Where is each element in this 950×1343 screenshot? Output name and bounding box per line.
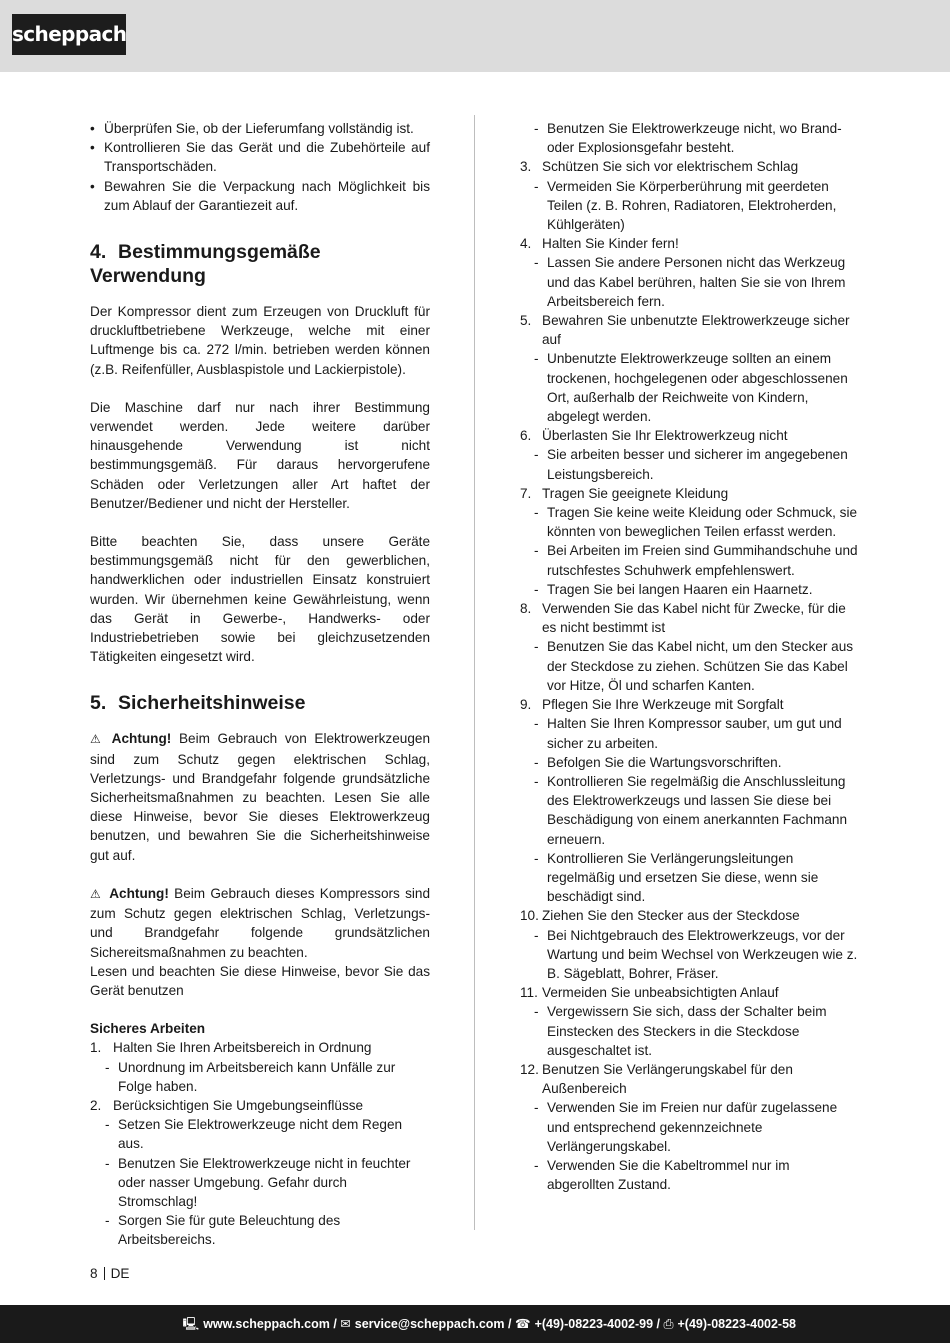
list-subitem: - Vermeiden Sie Körperberührung mit geerdeten Teilen (z. B. Rohren, Radiatoren, Elektroherden, Kühlgeräten) (520, 177, 860, 235)
list-item: 8. Verwenden Sie das Kabel nicht für Zwecke, für die es nicht bestimmt ist (520, 601, 846, 636)
header-band (0, 0, 950, 72)
footer-bar (0, 1305, 950, 1343)
warning-paragraph: ⚠ Achtung! Beim Gebrauch dieses Kompressors sind zum Schutz gegen elektrischen Schlag, Verletzungs- und Brandgefahr folgende grundsätzlichen Sichereitsmaßnahmen zu beachten. (90, 885, 431, 960)
list-subitem: - Kontrollieren Sie Verlängerungsleitungen regelmäßig und ersetzen Sie diese, wenn sie beschädigt sind. (520, 849, 860, 907)
list-item: 4. Halten Sie Kinder fern! (520, 236, 679, 252)
left-column (90, 119, 430, 1250)
paragraph: Die Maschine darf nur nach ihrer Bestimmung verwendet werden. Jede weitere darüber hinausgehende Verwendung ist nicht bestimmungsgemäß. Für daraus hervorgerufene Schäden oder Verletzungen aller Art haftet der Benutzer/Bediener und nicht der Hersteller. (90, 399, 430, 511)
list-item: • Kontrollieren Sie das Gerät und die Zubehörteile auf Transportschäden. (90, 138, 430, 176)
list-item: 12. Benutzen Sie Verlängerungskabel für den Außenbereich (520, 1061, 793, 1097)
page-number: 8 DE (90, 1266, 130, 1281)
list-item: 10. Ziehen Sie den Stecker aus der Steckdose (520, 908, 800, 924)
list-subitem: - Vergewissern Sie sich, dass der Schalter beim Einstecken des Steckers in die Steckdose ausgeschaltet ist. (520, 1002, 860, 1060)
list-subitem: - Tragen Sie bei langen Haaren ein Haarnetz. (520, 580, 860, 599)
list-subitem: - Lassen Sie andere Personen nicht das Werkzeug und das Kabel berühren, halten Sie sie von Ihrem Arbeitsbereich fern. (520, 253, 860, 311)
column-divider (474, 115, 475, 1230)
list-subitem: - Tragen Sie keine weite Kleidung oder Schmuck, sie könnten von beweglichen Teilen erfasst werden. (520, 503, 860, 541)
list-item: 6. Überlasten Sie Ihr Elektrowerkzeug nicht (520, 428, 788, 444)
list-subitem: - Halten Sie Ihren Kompressor sauber, um gut und sicher zu arbeiten. (520, 714, 860, 752)
list-item: • Überprüfen Sie, ob der Lieferumfang vollständig ist. (90, 119, 430, 138)
list-item: 9. Pflegen Sie Ihre Werkzeuge mit Sorgfalt (520, 697, 784, 713)
computer-icon: 🖳 (182, 1317, 200, 1331)
section-heading-5: 5. Sicherheitshinweise (90, 692, 306, 715)
list-subitem: - Bei Nichtgebrauch des Elektrowerkzeugs, vor der Wartung und beim Wechsel von Werkzeugen wie z. B. Sägeblatt, Bohrer, Fräser. (520, 926, 860, 984)
list-item: 2. Berücksichtigen Sie Umgebungseinflüsse (90, 1097, 364, 1113)
list-subitem: - Benutzen Sie Elektrowerkzeuge nicht in feuchter oder nasser Umgebung. Gefahr durch Stromschlag! (90, 1154, 430, 1212)
list-subitem: - Verwenden Sie die Kabeltrommel nur im abgerollten Zustand. (520, 1156, 860, 1194)
list-subitem: - Befolgen Sie die Wartungsvorschriften. (520, 753, 860, 772)
paragraph: Lesen und beachten Sie diese Hinweise, bevor Sie das Gerät benutzen (90, 963, 430, 998)
fax-icon: ⎙ (663, 1317, 674, 1331)
email-icon: ✉ (340, 1317, 351, 1331)
footer-fax: +(49)-08223-4002-58 (677, 1317, 796, 1331)
warning-paragraph: ⚠ Achtung! Beim Gebrauch von Elektrowerkzeugen sind zum Schutz gegen elektrischen Schlag, Verletzungs- und Brandgefahr folgende grundsätzliche Sicherheitsmaßnahmen zu beachten. Lesen Sie alle diese Hinweise, bevor Sie dieses Elektrowerkzeug benutzen, und bewahren Sie die Sicherheitshinweise gut auf. (90, 731, 431, 863)
warning-icon: ⚠ (90, 886, 101, 901)
right-column (520, 119, 860, 1194)
list-item: 1. Halten Sie Ihren Arbeitsbereich in Ordnung (90, 1040, 372, 1056)
footer-phone: +(49)-08223-4002-99 / (534, 1317, 660, 1331)
list-subitem: - Sorgen Sie für gute Beleuchtung des Arbeitsbereichs. (90, 1211, 430, 1249)
list-subitem: - Benutzen Sie Elektrowerkzeuge nicht, wo Brand- oder Explosionsgefahr besteht. (520, 119, 860, 157)
section-heading-4: 4. Bestimmungsgemäße Verwendung (90, 241, 321, 288)
warning-icon: ⚠ (90, 732, 101, 747)
subheading: Sicheres Arbeiten (90, 1021, 206, 1037)
brand-logo: scheppach (12, 14, 126, 55)
list-item: 3. Schützen Sie sich vor elektrischem Schlag (520, 159, 799, 175)
list-subitem: - Verwenden Sie im Freien nur dafür zugelassene und entsprechend gekennzeichnete Verlängerungskabel. (520, 1098, 860, 1156)
list-item: 11. Vermeiden Sie unbeabsichtigten Anlauf (520, 985, 779, 1001)
list-subitem: - Unordnung im Arbeitsbereich kann Unfälle zur Folge haben. (90, 1058, 430, 1096)
list-subitem: - Benutzen Sie das Kabel nicht, um den Stecker aus der Steckdose zu ziehen. Schützen Sie das Kabel vor Hitze, Öl und scharfen Kanten. (520, 637, 860, 695)
list-subitem: - Bei Arbeiten im Freien sind Gummihandschuhe und rutschfestes Schuhwerk empfehlenswert. (520, 541, 860, 579)
list-item: 7. Tragen Sie geeignete Kleidung (520, 485, 729, 501)
footer-email-link[interactable]: service@scheppach.com / (354, 1317, 512, 1331)
list-subitem: - Setzen Sie Elektrowerkzeuge nicht dem Regen aus. (90, 1115, 430, 1153)
phone-icon: ☎ (514, 1317, 531, 1331)
list-subitem: - Sie arbeiten besser und sicherer im angegebenen Leistungsbereich. (520, 445, 860, 483)
paragraph: Bitte beachten Sie, dass unsere Geräte bestimmungsgemäß nicht für den gewerblichen, handwerklichen oder industriellen Einsatz konstruiert wurden. Wir übernehmen keine Gewährleistung, wenn das Gerät in Gewerbe-, Handwerks- oder Industriebetrieben sowie bei gleichzusetzenden Tätigkeiten eingesetzt wird. (90, 534, 430, 665)
list-subitem: - Unbenutzte Elektrowerkzeuge sollten an einem trockenen, hochgelegenen oder abgeschlossenen Ort, außerhalb der Reichweite von Kindern, abgelegt werden. (520, 349, 860, 426)
paragraph: Der Kompressor dient zum Erzeugen von Druckluft für druckluftbetriebene Werkzeuge, welche mit einer Luftmenge bis ca. 272 l/min. betrieben werden können (z.B. Reifenfüller, Ausblaspistole und Lackierpistole). (90, 304, 430, 377)
list-item: • Bewahren Sie die Verpackung nach Möglichkeit bis zum Ablauf der Garantiezeit auf. (90, 177, 430, 215)
footer-website-link[interactable]: www.scheppach.com / (203, 1317, 337, 1331)
list-item: 5. Bewahren Sie unbenutzte Elektrowerkzeuge sicher auf (520, 313, 850, 348)
list-subitem: - Kontrollieren Sie regelmäßig die Anschlussleitung des Elektrowerkzeugs und lassen Sie diese bei Beschädigung von einem anerkannten Fachmann erneuern. (520, 772, 860, 849)
